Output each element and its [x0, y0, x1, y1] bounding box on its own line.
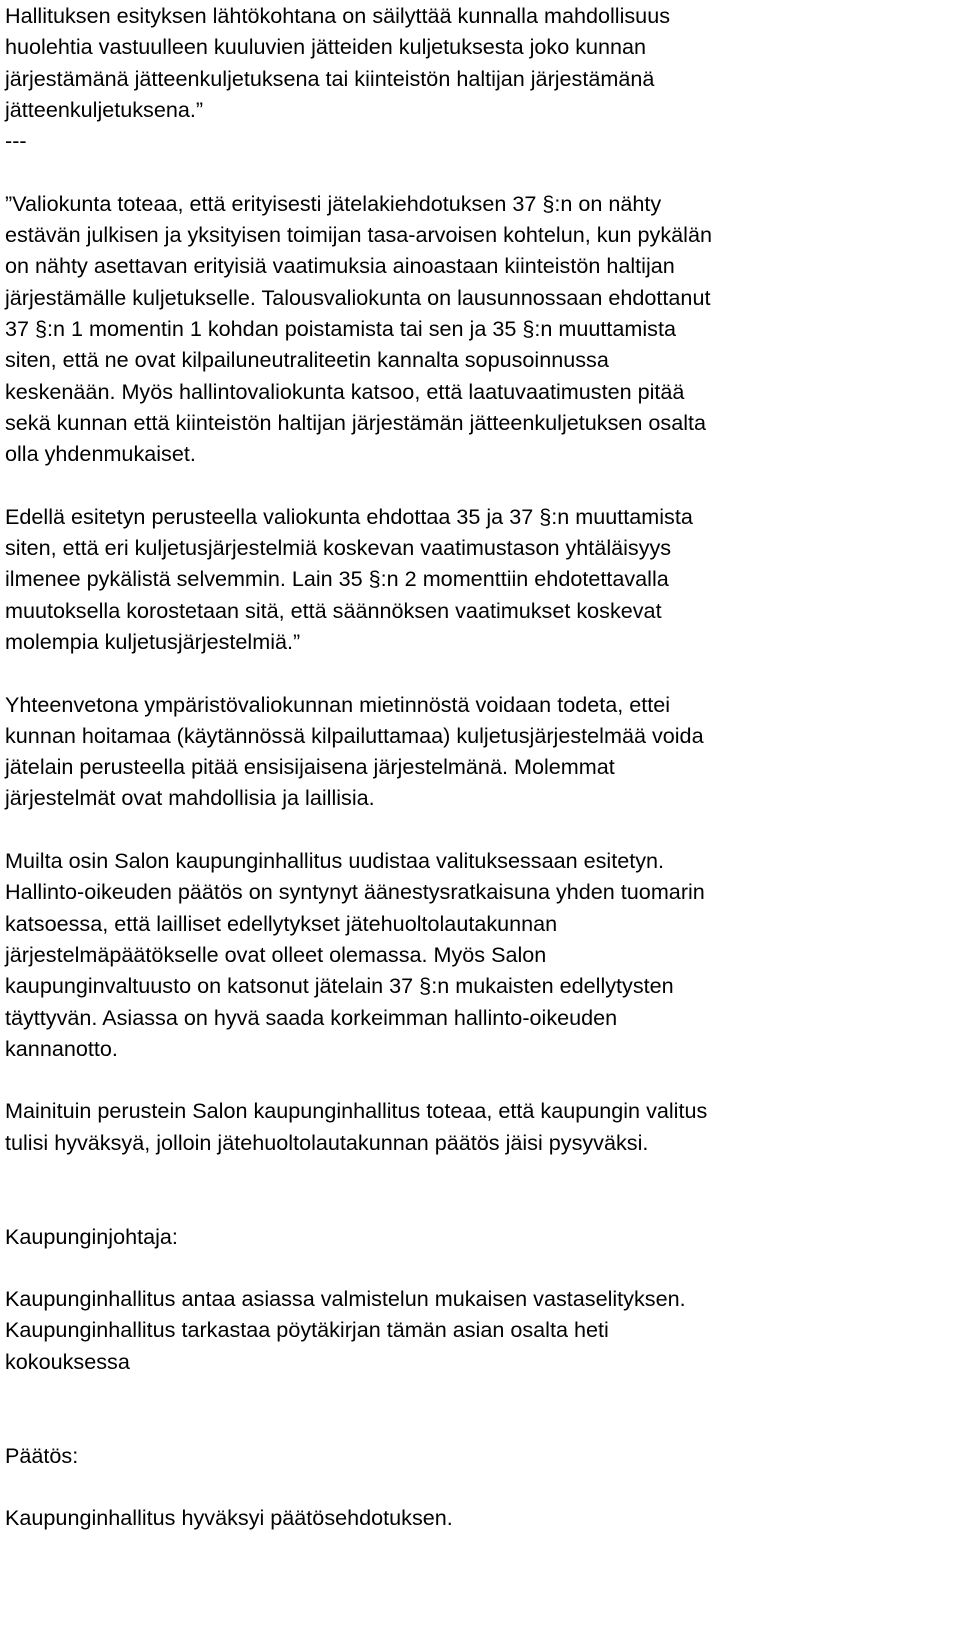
paragraph-spacer: [5, 1252, 955, 1283]
paragraph-quote-continued: [5, 501, 955, 657]
paragraph-quote-intro: [5, 0, 955, 469]
paragraph-summary: [5, 689, 955, 814]
text-line: järjestelmäpäätökselle ovat olleet olemassa. Myös Salon: [5, 941, 547, 967]
text-line: on nähty asettavan erityisiä vaatimuksia ainoastaan kiinteistön haltijan: [5, 253, 675, 279]
paragraph-spacer: [5, 1064, 955, 1095]
text-line: järjestämälle kuljetukselle. Talousvaliokunta on lausunnossaan ehdottanut: [5, 284, 711, 310]
text-line: jätteenkuljetuksena.”: [5, 96, 204, 122]
text-line: Hallinto-oikeuden päätös on syntynyt äänestysratkaisuna yhden tuomarin: [5, 879, 705, 905]
text-line: kunnan hoitamaa (käytännössä kilpailuttamaa) kuljetusjärjestelmää voida: [5, 722, 704, 748]
text-line: järjestelmät ovat mahdollisia ja laillisia.: [5, 785, 375, 811]
section-spacer: [5, 1377, 955, 1440]
text-line: keskenään. Myös hallintovaliokunta katsoo, että laatuvaatimusten pitää: [5, 378, 685, 404]
document-body: [5, 0, 955, 1534]
text-line: estävän julkisen ja yksityisen toimijan tasa-arvoisen kohtelun, kun pykälän: [5, 222, 712, 248]
text-line: kannanotto.: [5, 1035, 118, 1061]
paragraph-spacer: [5, 657, 955, 688]
text-line: siten, että eri kuljetusjärjestelmiä koskevan vaatimustason yhtäläisyys: [5, 535, 672, 561]
proposal-text: [5, 1283, 955, 1377]
text-line: Yhteenvetona ympäristövaliokunnan mietinnöstä voidaan todeta, ettei: [5, 691, 671, 717]
text-line: katsoessa, että lailliset edellytykset jätehuoltolautakunnan: [5, 910, 558, 936]
decision-heading: [5, 1440, 955, 1471]
text-line: ilmenee pykälistä selvemmin. Lain 35 §:n 2 momenttiin ehdotettavalla: [5, 566, 669, 592]
paragraph-conclusion: [5, 1095, 955, 1158]
text-line: 37 §:n 1 momentin 1 kohdan poistamista tai sen ja 35 §:n muuttamista: [5, 315, 676, 341]
text-line: Kaupunginhallitus tarkastaa pöytäkirjan tämän asian osalta heti: [5, 1317, 609, 1343]
text-line: Hallituksen esityksen lähtökohtana on säilyttää kunnalla mahdollisuus: [5, 3, 670, 28]
text-line: Edellä esitetyn perusteella valiokunta ehdottaa 35 ja 37 §:n muuttamista: [5, 503, 693, 529]
text-line: molempia kuljetusjärjestelmiä.”: [5, 628, 301, 654]
section-heading: Päätös:: [5, 1442, 79, 1468]
text-line: huolehtia vastuulleen kuuluvien jätteiden kuljetuksesta joko kunnan: [5, 34, 647, 60]
text-line: olla yhdenmukaiset.: [5, 441, 196, 467]
text-line: ---: [5, 128, 27, 154]
section-spacer: [5, 1158, 955, 1221]
section-heading: Kaupunginjohtaja:: [5, 1223, 178, 1249]
paragraph-spacer: [5, 469, 955, 500]
text-line: muutoksella korostetaan sitä, että säännöksen vaatimukset koskevat: [5, 597, 662, 623]
paragraph-spacer: [5, 1471, 955, 1502]
text-line: kokouksessa: [5, 1348, 130, 1374]
text-line: kaupunginvaltuusto on katsonut jätelain 37 §:n mukaisten edellytysten: [5, 973, 674, 999]
text-line: jätelain perusteella pitää ensisijaisena järjestelmänä. Molemmat: [5, 754, 615, 780]
text-line: täyttyvän. Asiassa on hyvä saada korkeimman hallinto-oikeuden: [5, 1004, 618, 1030]
text-line: ”Valiokunta toteaa, että erityisesti jätelakiehdotuksen 37 §:n on nähty: [5, 190, 662, 216]
paragraph-spacer: [5, 814, 955, 845]
text-line: järjestämänä jätteenkuljetuksena tai kiinteistön haltijan järjestämänä: [5, 65, 655, 91]
paragraph-appeal: [5, 845, 955, 1064]
proposal-heading: [5, 1221, 955, 1252]
text-line: tulisi hyväksyä, jolloin jätehuoltolautakunnan päätös jäisi pysyväksi.: [5, 1129, 649, 1155]
text-line: [5, 156, 955, 187]
text-line: Kaupunginhallitus hyväksyi päätösehdotuksen.: [5, 1505, 453, 1531]
text-line: Mainituin perustein Salon kaupunginhallitus toteaa, että kaupungin valitus: [5, 1098, 708, 1124]
text-line: Muilta osin Salon kaupunginhallitus uudistaa valituksessaan esitetyn.: [5, 848, 665, 874]
text-line: siten, että ne ovat kilpailuneutraliteetin kannalta sopusoinnussa: [5, 347, 609, 373]
text-line: Kaupunginhallitus antaa asiassa valmistelun mukaisen vastaselityksen.: [5, 1286, 686, 1312]
text-line: sekä kunnan että kiinteistön haltijan järjestämän jätteenkuljetuksen osalta: [5, 409, 707, 435]
decision-text: [5, 1502, 955, 1533]
